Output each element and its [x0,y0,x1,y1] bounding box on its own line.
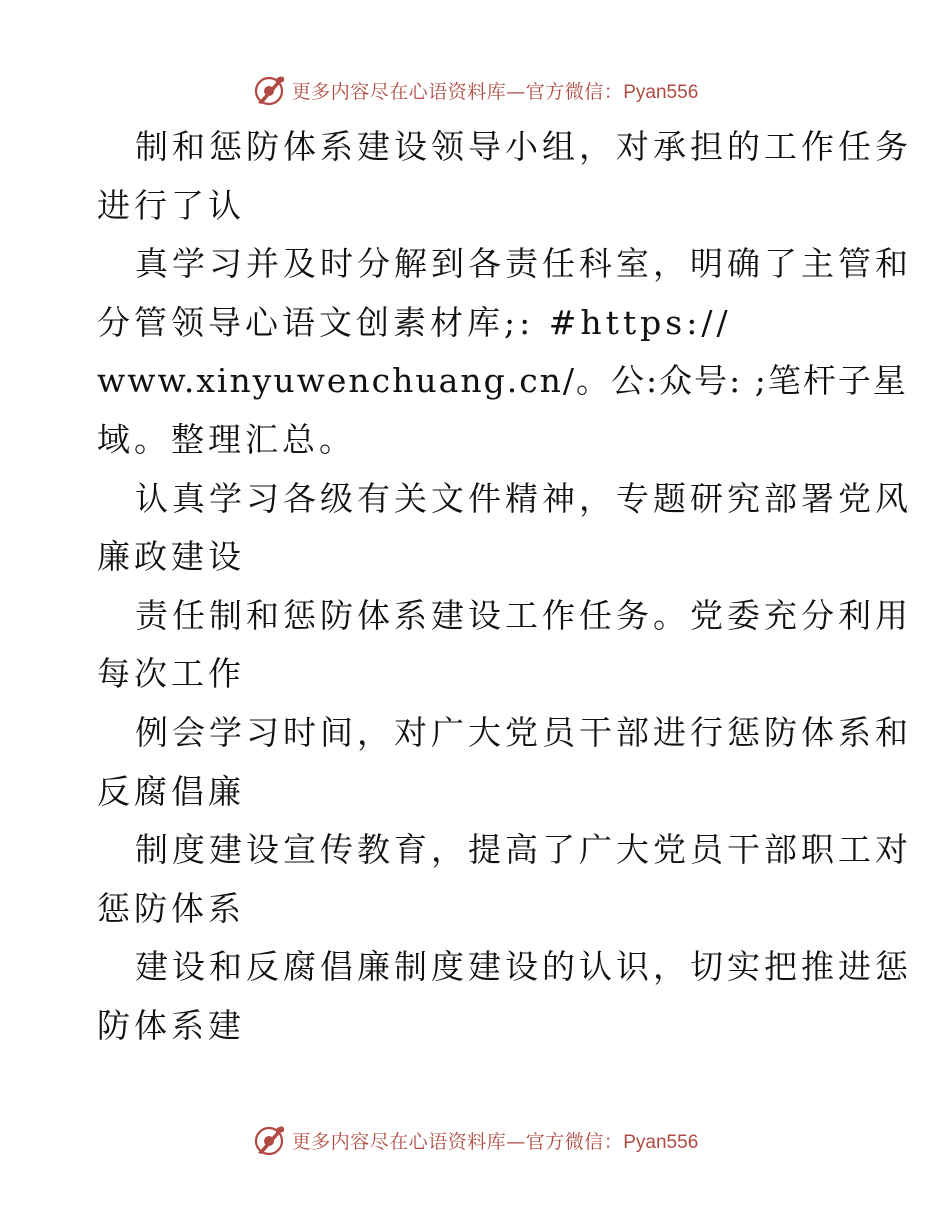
body-line: 进行了认 [97,185,245,225]
body-line: 真学习并及时分解到各责任科室，明确了主管和 [135,244,912,284]
watermark-wechat-id: Pyan556 [623,1131,699,1153]
watermark-wechat-id: Pyan556 [623,81,699,103]
body-line: 域。整理汇总。 [97,419,356,459]
body-line: 建设和反腐倡廉制度建设的认识，切实把推进惩 [135,947,912,987]
watermark-text: 更多内容尽在心语资料库—官方微信：Pyan556 [291,80,699,103]
body-line: 制度建设宣传教育，提高了广大党员干部职工对 [135,830,912,870]
footer-watermark [0,1120,950,1160]
body-line: 每次工作 [97,654,245,694]
body-line: 认真学习各级有关文件精神，专题研究部署党风 [135,478,912,518]
body-line: 防体系建 [97,1005,245,1045]
body-line: 惩防体系 [97,888,245,928]
body-line: 例会学习时间，对广大党员干部进行惩防体系和 [135,712,912,752]
watermark-text: 更多内容尽在心语资料库—官方微信：Pyan556 [291,1130,699,1153]
body-line: 制和惩防体系建设领导小组，对承担的工作任务 [135,127,912,166]
quill-emblem-icon [252,73,286,107]
quill-emblem-icon [252,1123,286,1157]
document-body [97,118,912,1056]
body-line: 反腐倡廉 [97,771,245,811]
body-line: 责任制和惩防体系建设工作任务。党委充分利用 [135,595,912,635]
body-line: 廉政建设 [97,537,245,577]
header-watermark [0,70,950,110]
body-line: 分管领导心语文创素材库;: #https:// [97,302,732,342]
body-line: www.xinyuwenchuang.cn/。公:众号: ;笔杆子星 [97,361,908,401]
